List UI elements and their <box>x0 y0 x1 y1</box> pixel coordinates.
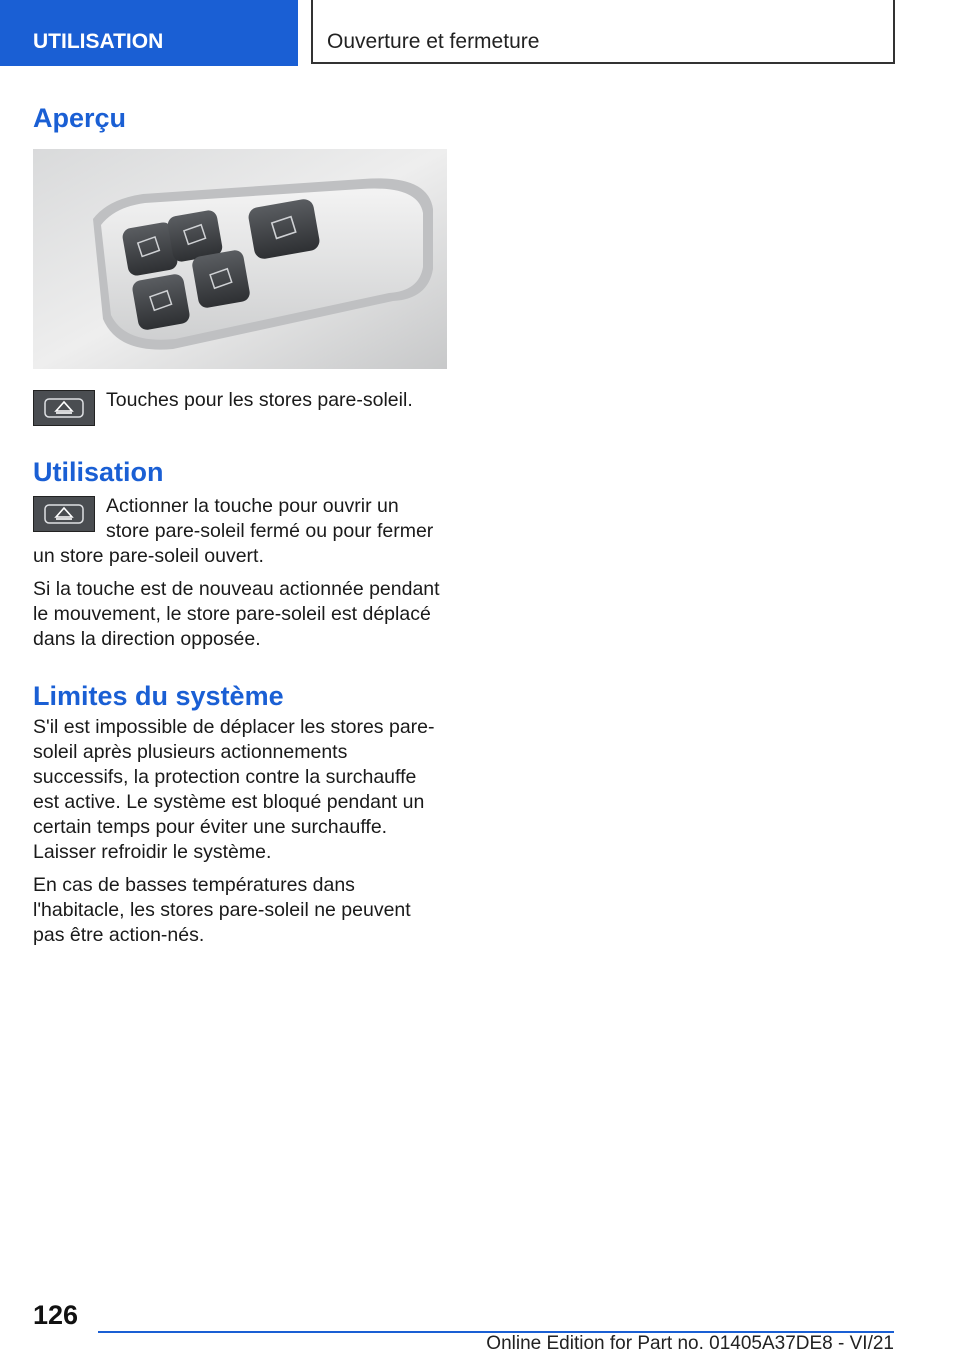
key-3 <box>131 273 191 331</box>
sunblind-button-icon <box>33 496 95 532</box>
key-4 <box>191 249 251 309</box>
utilisation-paragraph-1: Actionner la touche pour ouvrir un store pare-soleil fermé ou pour fermer un store pare-soleil ouvert. <box>33 495 434 567</box>
page-number: 126 <box>33 1300 79 1330</box>
apercu-heading: Aperçu <box>33 103 127 133</box>
edition-note: Online Edition for Part no. 01405A37DE8 - VI/21 <box>486 1333 894 1354</box>
utilisation-row <box>33 494 447 569</box>
limites-heading: Limites du système <box>33 681 284 711</box>
photo-caption: Touches pour les stores pare-soleil. <box>106 389 413 411</box>
utilisation-heading: Utilisation <box>33 457 164 487</box>
section-tab: UTILISATION <box>0 0 298 66</box>
sunblind-button-icon <box>33 390 95 426</box>
chapter-title: Ouverture et fermeture <box>311 0 895 64</box>
sunblind-buttons-photo <box>33 149 447 369</box>
content-column <box>33 100 447 948</box>
caption-row <box>33 388 447 428</box>
limites-paragraph-1: S'il est impossible de déplacer les stores pare-soleil après plusieurs actionnements successifs, la protection contre la surchauffe est active. Le système est bloqué pendant un certain temps pour éviter une surchauffe. Laisser refroidir le système. <box>33 716 435 863</box>
utilisation-paragraph-2: Si la touche est de nouveau actionnée pendant le mouvement, le store pare-soleil est déplacé dans la direction opposée. <box>33 578 440 650</box>
page-header <box>0 0 960 66</box>
limites-paragraph-2: En cas de basses températures dans l'habitacle, les stores pare-soleil ne peuvent pas être action-nés. <box>33 874 411 946</box>
